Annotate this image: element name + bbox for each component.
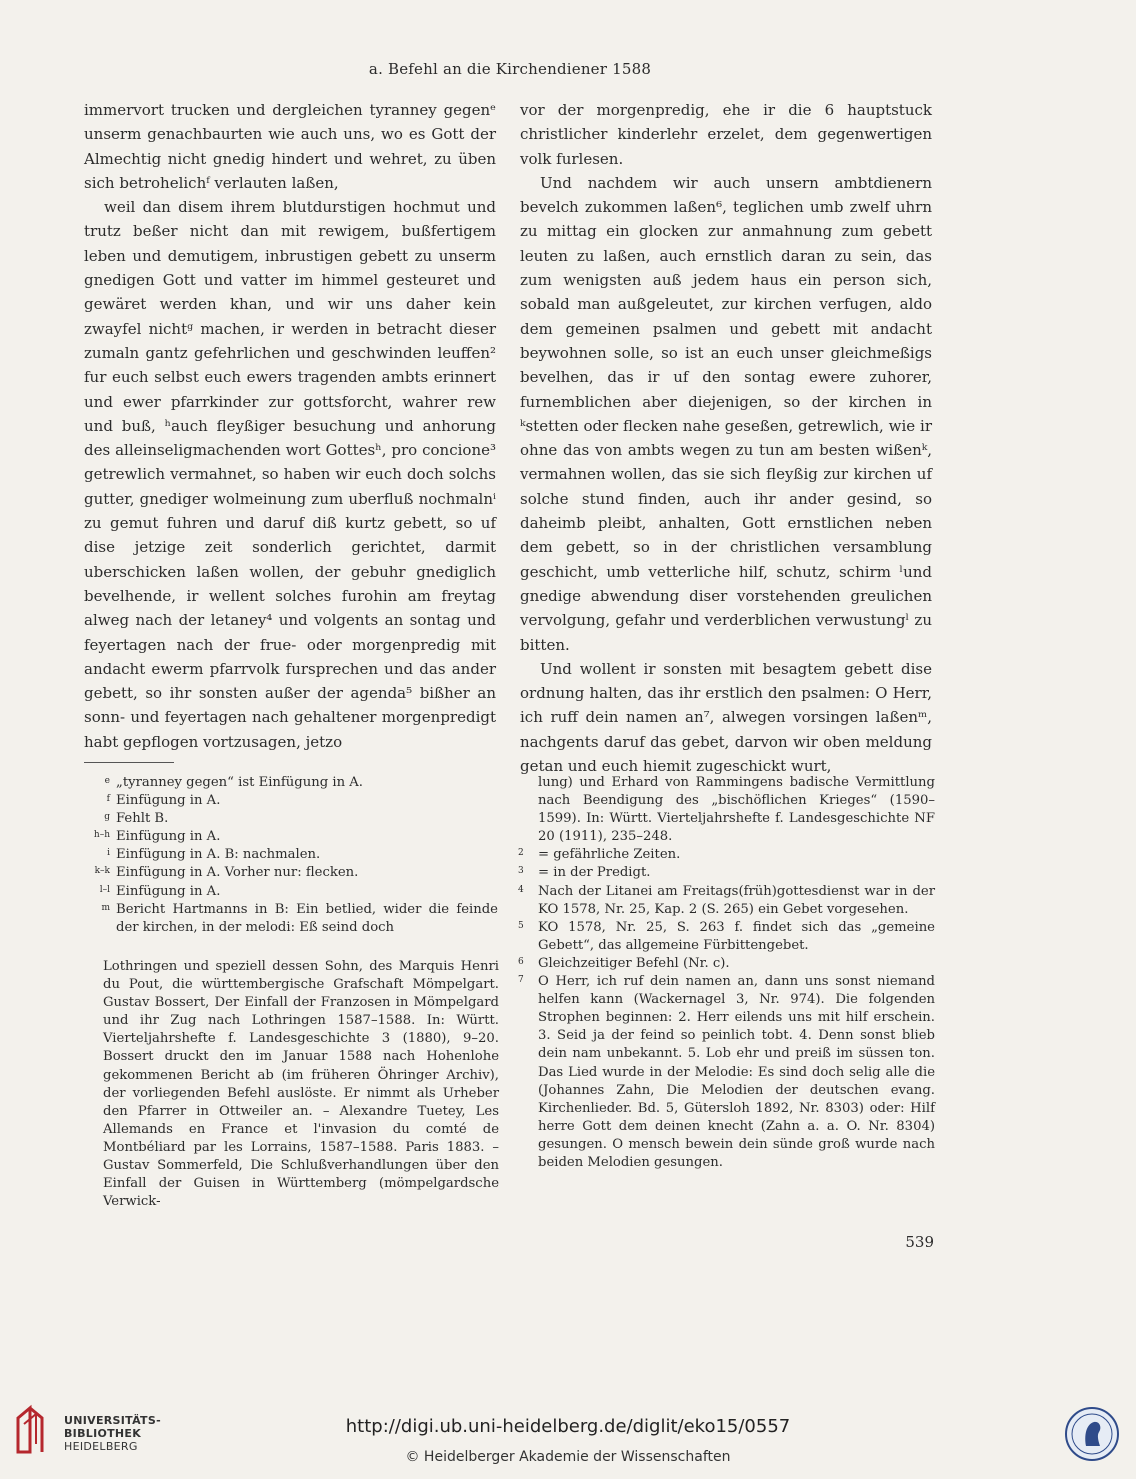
footnote-text: KO 1578, Nr. 25, S. 263 f. findet sich das „gemeine Gebett“, das allgemeine Fürbittengebet. [538, 919, 935, 953]
footnote-mark: 3 [518, 866, 524, 877]
paragraph: weil dan disem ihrem blutdurstigen hochmut und trutz beßer nicht dan mit rewigem, bußfertigem leben und demutigem, inbrustigen gebett zu unserm gnedigen Gott und vatter im himmel gesteuret und gewäret werden khan, und wir uns daher kein zwayfel nichtᵍ machen, ir werden in betracht dieser zumaln gantz gefehrlichen und geschwinden leuffen² fur euch selbst euch ewers tragenden ambts erinnert und ewer pfarrkinder zur gottsforcht, wahrer rew und buß, ʰauch fleyßiger besuchung und anhorung des alleinseligmachenden wort Gottesʰ, pro concione³ getrewlich vermahnet, so haben wir euch doch solchs gutter, gnediger wolmeinung zum uberfluß nochmalnⁱ zu gemut fuhren und daruf diß kurtz gebett, so uf dise jetzige zeit sonderlich gerichtet, darmit uberschicken laßen wollen, der gebuhr gnediglich bevelhende, ir wellent solches furohin am freytag alweg nach der letaney⁴ und volgents an sontag und feyertagen nach der frue- oder morgenpredig mit andacht ewerm pfarrvolk fursprechen und das ander gebett, so ihr sonsten außer der agenda⁵ bißher an sonn- und feyertagen nach gehaltener morgenpredigt habt gepflogen vortzusagen, jetzo [84, 198, 496, 751]
page-number: 539 [905, 1233, 934, 1251]
footnote-text: Einfügung in A. [116, 883, 221, 899]
footnote-mark: 4 [518, 884, 524, 895]
footnote-mark: 2 [518, 848, 524, 859]
footnote-mark: m [101, 902, 110, 913]
footnote [518, 973, 935, 1172]
footnote-text: Fehlt B. [116, 811, 169, 827]
library-name-line: BIBLIOTHEK [64, 1427, 142, 1440]
footnote-mark: e [104, 776, 110, 786]
footnote-mark: 7 [518, 975, 524, 986]
footnote [84, 774, 498, 792]
footnote-mark: g [104, 812, 110, 823]
commentary-notes [518, 774, 935, 1172]
footnote [518, 883, 935, 919]
footnote [518, 955, 935, 973]
footnote [84, 828, 498, 846]
copyright-notice: © Heidelberger Akademie der Wissenschaften [405, 1449, 731, 1465]
footnote-text: O Herr, ich ruf dein namen an, dann uns sonst niemand helfen kann (Wackernagel 3, Nr. 974). Die folgenden Strophen beginnen: 2. Herr eilends uns mit hilf erschein. 3. Seid ja der feind so peinlich tobt. 4. Denn sonst blieb dein nam unbekannt. 5. Lob ehr und preiß im süssen ton. Das Lied wurde in der Melodie: Es sind doch selig alle die (Johannes Zahn, Die Melodien der deutschen evang. Kirchenlieder. Bd. 5, Gütersloh 1892, Nr. 8303) oder: Hilf herre Gott dem deinen knecht (Zahn a. a. O. Nr. 8304) gesungen. O mensch bewein dein sünde groß wurde nach beiden Melodien gesungen. [538, 974, 935, 1170]
footnote [84, 883, 498, 901]
footnote-text: „tyranney gegen“ ist Einfügung in A. [116, 775, 363, 790]
paragraph: Und wollent ir sonsten mit besagtem gebett dise ordnung halten, das ihr erstlich den psalmen: O Herr, ich ruff dein namen an⁷, alwegen vorsingen laßenᵐ, nachgents daruf das gebet, darvon wir oben meldung getan und euch hiemit zugeschickt wurt, [520, 659, 932, 776]
footnote-text: Einfügung in A. Vorher nur: flecken. [116, 865, 359, 881]
footnote-text: Einfügung in A. B: nachmalen. [116, 847, 321, 863]
footnote-text: Nach der Litanei am Freitags(früh)gottesdienst war in der KO 1578, Nr. 25, Kap. 2 (S. 265) ein Gebet vorgesehen. [538, 883, 935, 917]
footnote [84, 846, 498, 864]
footnote-mark: 5 [518, 920, 524, 931]
footnote [518, 774, 935, 846]
footnote-text: Gleichzeitiger Befehl (Nr. c). [538, 955, 730, 971]
footnote-mark: k–k [94, 866, 110, 877]
footnote-divider [84, 762, 174, 763]
library-name-line: HEIDELBERG [64, 1440, 138, 1453]
footnote-text: = in der Predigt. [538, 865, 651, 881]
footnote-mark: 6 [518, 956, 524, 967]
main-text-left-column [84, 98, 496, 754]
footnote [84, 901, 498, 937]
footnote-text: Bericht Hartmanns in B: Ein betlied, wider die feinde der kirchen, in der melodi: Eß seind doch [116, 901, 498, 935]
paragraph: vor der morgenpredig, ehe ir die 6 hauptstuck christlicher kinderlehr erzelet, dem gegenwertigen volk furlesen. [520, 101, 932, 168]
footnote-continuation: Lothringen und speziell dessen Sohn, des Marquis Henri du Pout, die württembergische Grafschaft Mömpelgart. Gustav Bossert, Der Einfall der Franzosen in Mömpelgard und ihr Zug nach Lothringen 1587–1588. In: Württ. Vierteljahrshefte f. Landesgeschichte 3 (1880), 9–20. Bossert druckt den im Januar 1588 nach Hohenlohe gekommenen Bericht ab (im früheren Öhringer Archiv), der vorliegenden Befehl auslöste. Er nimmt als Urheber den Pfarrer in Ottweiler an. – Alexandre Tuetey, Les Allemands en France et l'invasion du comté de Montbéliard par les Lorrains, 1587–1588. Paris 1883. – Gustav Sommerfeld, Die Schlußverhandlungen über den Einfall der Guisen in Württemberg (mömpelgardsche Verwick- [103, 959, 499, 1210]
main-text-right-column [520, 98, 932, 778]
footnote-text: = gefährliche Zeiten. [538, 847, 681, 863]
footnote-mark: l–l [99, 884, 110, 895]
paragraph: Und nachdem wir auch unsern ambtdienern bevelch zukommen laßen⁶, teglichen umb zwelf uhrn zu mittag ein glocken zur anmahnung zum gebett leuten zu laßen, auch ernstlich daran zu sein, das zum wenigsten auß jedem haus ein person sich, sobald man außgeleutet, zur kirchen verfugen, aldo dem gemeinen psalmen und gebett mit andacht beywohnen solle, so ist an euch unser gleichmeßigs bevelhen, das ir uf den sontag ewere zuhorer, furnemblichen aber diejenigen, so der kirchen in ᵏstetten oder flecken nahe geseßen, getrewlich, wie ir ohne das von ambts wegen zu tun am besten wißenᵏ, vermahnen wollen, das sie sich fleyßig zur kirchen uf solche stund finden, auch ihr ander gesind, so daheimb pleibt, anhalten, Gott ernstlichen neben dem gebett, so in der christlichen versamblung geschicht, umb vetterliche hilf, schutz, schirm ˡund gnedige abwendung diser vorstehenden greulichen vervolgung, gefahr und verderblichen verwustungˡ zu bitten. [520, 173, 932, 654]
footnote [518, 919, 935, 955]
footnote [518, 864, 935, 882]
footnote-mark: h–h [93, 830, 110, 841]
footnote [518, 846, 935, 864]
page-header: a. Befehl an die Kirchendiener 1588 [368, 60, 652, 78]
footnote [84, 864, 498, 882]
academy-seal-icon[interactable] [1064, 1406, 1120, 1462]
paragraph: immervort trucken und dergleichen tyranney gegenᵉ unserm genachbaurten wie auch uns, wo es Gott der Almechtig nicht gnedig hindert und wehret, zu üben sich betrohelichᶠ verlauten laßen, [84, 101, 496, 192]
footnote [84, 792, 498, 810]
permalink-url[interactable]: http://digi.ub.uni-heidelberg.de/diglit/eko15/0557 [345, 1416, 791, 1437]
textual-notes [84, 774, 498, 937]
footnote-mark: i [107, 848, 110, 859]
footnote-mark: f [106, 794, 110, 805]
footnote-text: lung) und Erhard von Rammingens badische Vermittlung nach Beendigung des „bischöflichen Krieges“ (1590–1599). In: Württ. Vierteljahrshefte f. Landesgeschichte NF 20 (1911), 235–248. [538, 775, 935, 845]
library-name-line: UNIVERSITÄTS- [64, 1414, 161, 1427]
footnote-text: Einfügung in A. [116, 829, 221, 845]
footnote [84, 810, 498, 828]
footnote-text: Einfügung in A. [116, 793, 221, 809]
